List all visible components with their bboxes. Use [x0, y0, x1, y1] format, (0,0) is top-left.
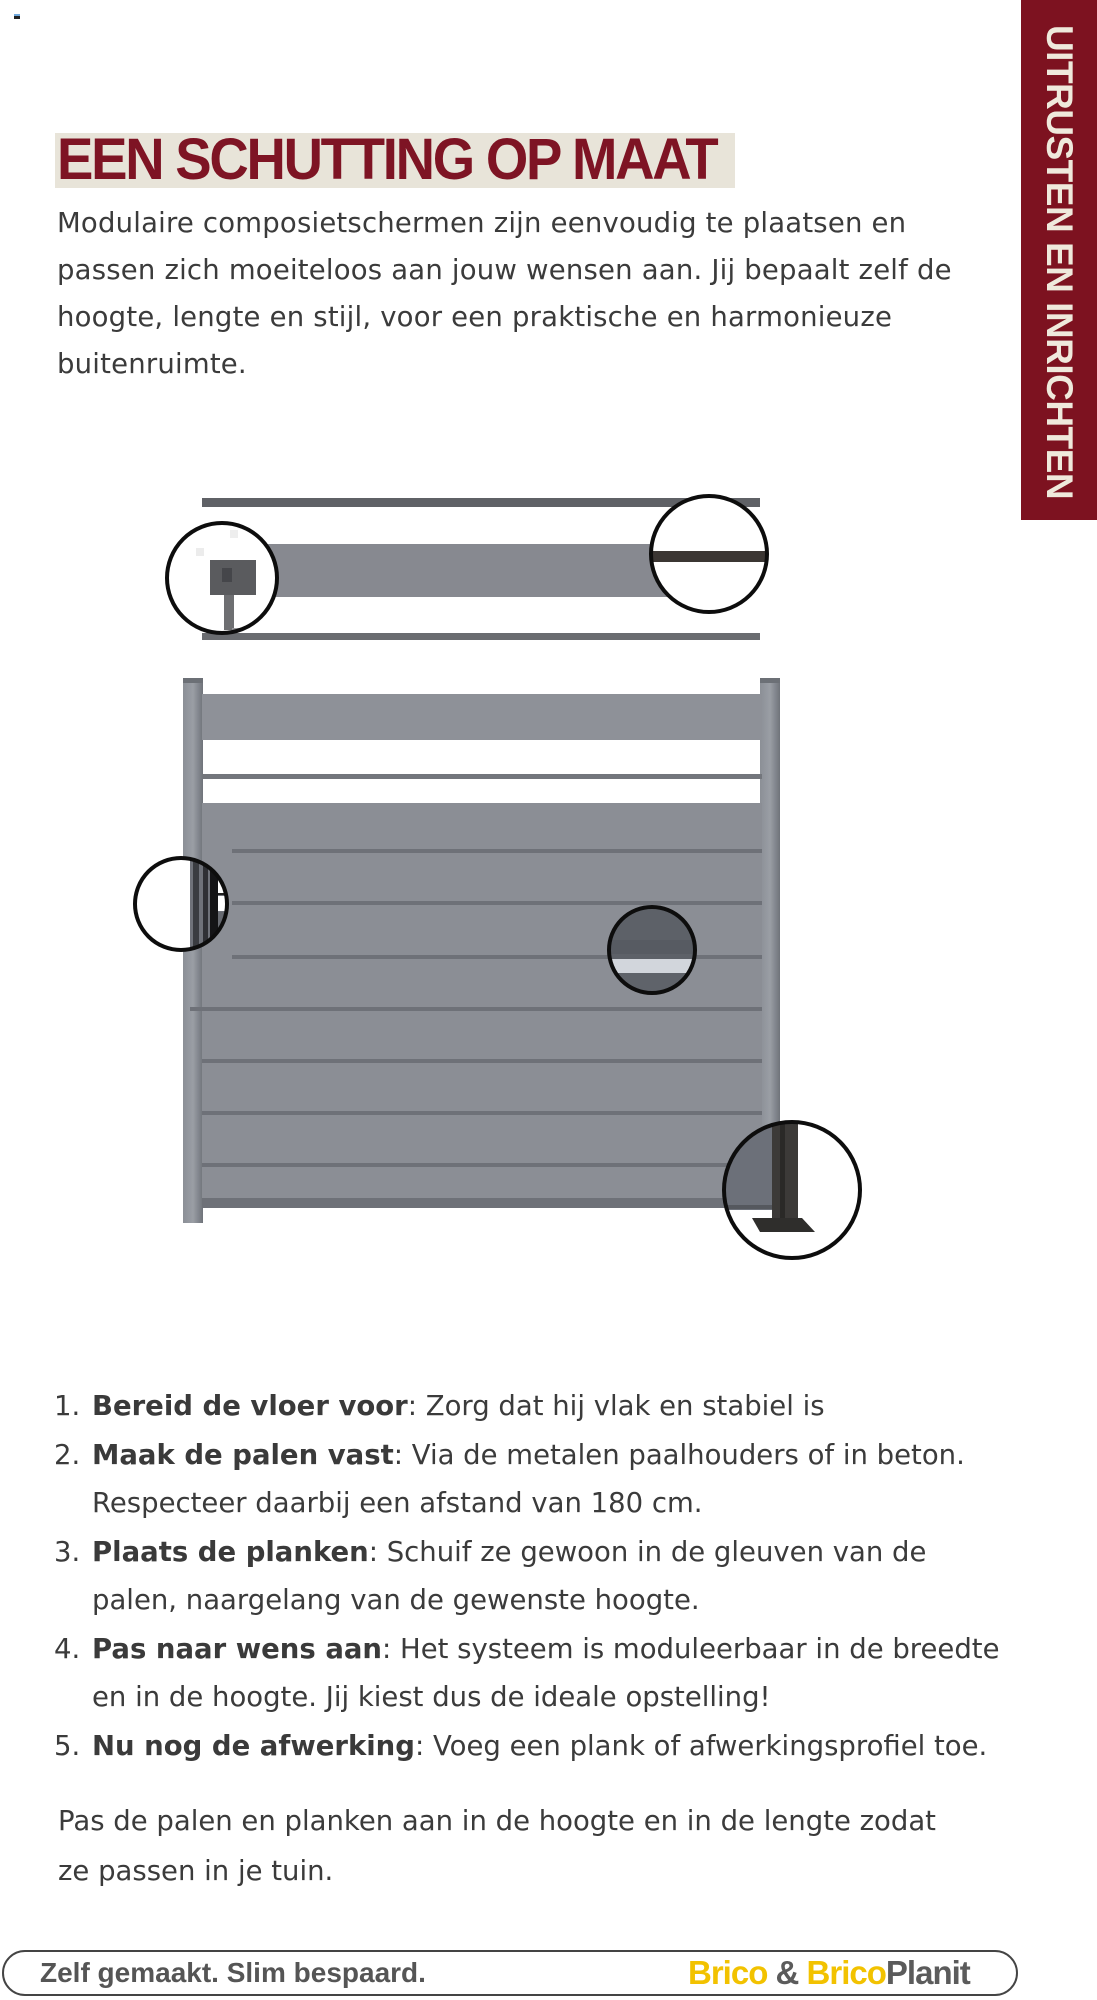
step-text: : Schuif ze gewoon in de gleuven van de palen, naargelang van de gewenste hoogte.	[92, 1535, 927, 1616]
intro-paragraph: Modulaire composietschermen zijn eenvoudig te plaatsen en passen zich moeiteloos aan jouw wensen aan. Jij bepaalt zelf de hoogte, lengte en stijl, voor een praktische en harmonieuze buitenruimte.	[57, 207, 952, 380]
step-number: 1.	[54, 1390, 81, 1422]
main-panel	[202, 803, 762, 1208]
step-item	[54, 1722, 1014, 1771]
page-title: EEN SCHUTTING OP MAAT	[57, 127, 717, 192]
step-number: 3.	[54, 1535, 81, 1568]
brand-logo	[688, 1953, 970, 1993]
step-title: Maak de palen vast	[92, 1438, 394, 1471]
step-text: : Zorg dat hij vlak en stabiel is	[407, 1390, 825, 1422]
step-text: : Het systeem is moduleerbaar in de breedte en in de hoogte. Jij kiest dus de ideale opstelling!	[92, 1632, 1000, 1713]
step-text: : Voeg een plank of afwerkingsprofiel toe.	[414, 1729, 988, 1762]
step-number: 5.	[54, 1729, 81, 1762]
logo-brico-1: Brico	[688, 1954, 768, 1991]
instruction-steps	[54, 1382, 1014, 1770]
logo-ampersand: &	[775, 1954, 799, 1991]
step-title: Nu nog de afwerking	[92, 1729, 415, 1762]
step-number: 4.	[54, 1632, 81, 1665]
top-view-diagram	[167, 496, 775, 640]
step-text: : Via de metalen paalhouders of in beton. Respecteer daarbij een afstand van 180 cm.	[92, 1438, 965, 1519]
section-banner-label: UITRUSTEN EN INRICHTEN	[1039, 24, 1080, 500]
logo-brico-2: Brico	[806, 1954, 886, 1991]
logo-planit: Planit	[885, 1954, 970, 1991]
step-item	[54, 1382, 1014, 1431]
step-number: 2.	[54, 1438, 81, 1471]
step-item	[54, 1625, 1014, 1722]
step-item	[54, 1431, 1014, 1528]
step-title: Bereid de vloer voor	[92, 1390, 408, 1422]
step-item	[54, 1528, 1014, 1625]
outro-paragraph: Pas de palen en planken aan in de hoogte en in de lengte zodat ze passen in je tuin.	[58, 1805, 936, 1887]
step-title: Pas naar wens aan	[92, 1632, 383, 1665]
step-title: Plaats de planken	[92, 1535, 369, 1568]
footer-slogan: Zelf gemaakt. Slim bespaard.	[40, 1957, 426, 1988]
front-view-diagram	[135, 678, 860, 1258]
